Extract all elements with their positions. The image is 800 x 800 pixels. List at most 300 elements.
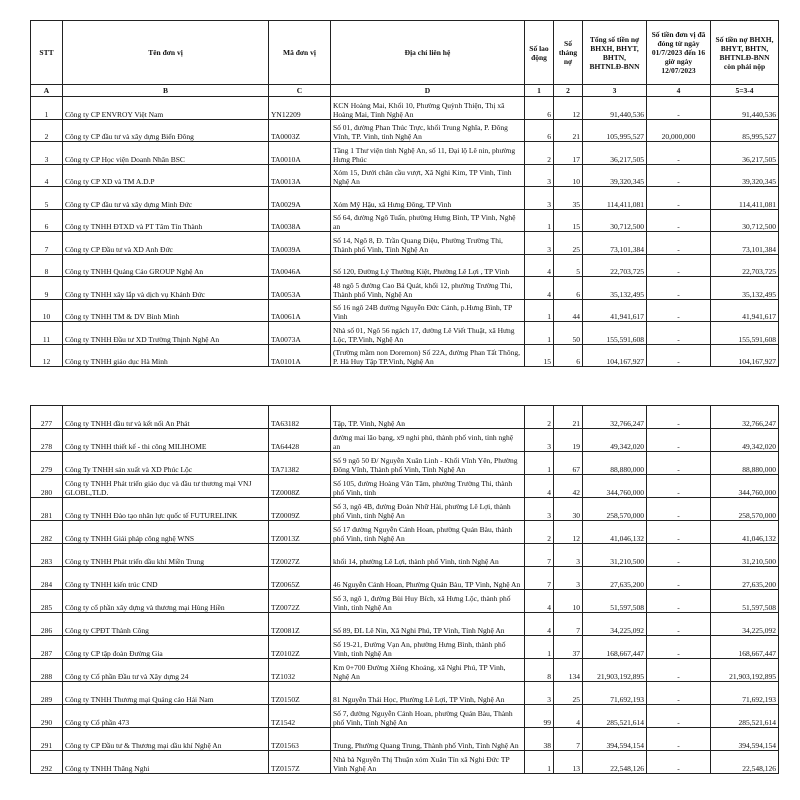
cell-unit-name: Công ty TNHH thiết kế - thi công MILIHOME bbox=[63, 429, 269, 452]
cell-remaining: 73,101,384 bbox=[711, 232, 779, 255]
cell-total-debt: 39,320,345 bbox=[583, 164, 647, 187]
header-stt: STT bbox=[31, 21, 63, 85]
cell-unit-code: TA64428 bbox=[269, 429, 331, 452]
cell-months: 15 bbox=[554, 209, 583, 232]
cell-stt: 292 bbox=[31, 751, 63, 774]
cell-workers: 4 bbox=[525, 475, 554, 498]
cell-paid: - bbox=[647, 429, 711, 452]
cell-remaining: 88,880,000 bbox=[711, 452, 779, 475]
cell-workers: 8 bbox=[525, 659, 554, 682]
cell-months: 19 bbox=[554, 429, 583, 452]
table-row bbox=[31, 705, 779, 728]
cell-remaining: 71,692,193 bbox=[711, 682, 779, 705]
cell-months: 12 bbox=[554, 521, 583, 544]
cell-unit-code: TZ0072Z bbox=[269, 590, 331, 613]
cell-workers: 7 bbox=[525, 544, 554, 567]
cell-months: 25 bbox=[554, 232, 583, 255]
cell-stt: 12 bbox=[31, 344, 63, 367]
cell-months: 3 bbox=[554, 544, 583, 567]
cell-remaining: 41,046,132 bbox=[711, 521, 779, 544]
cell-stt: 279 bbox=[31, 452, 63, 475]
cell-stt: 282 bbox=[31, 521, 63, 544]
cell-stt: 280 bbox=[31, 475, 63, 498]
cell-unit-name: Công ty CP XD và TM A.D.P bbox=[63, 164, 269, 187]
cell-address: 48 ngõ 5 đường Cao Bá Quát, khối 12, phường Trường Thi, Thành phố Vinh, Nghệ An bbox=[331, 277, 525, 300]
cell-total-debt: 32,766,247 bbox=[583, 406, 647, 429]
cell-workers: 4 bbox=[525, 254, 554, 277]
cell-unit-name: Công ty CP đầu tư và xây dựng Biển Đông bbox=[63, 119, 269, 142]
table-row bbox=[31, 544, 779, 567]
cell-unit-name: Công ty TNHH Thăng Nghi bbox=[63, 751, 269, 774]
cell-unit-code: TA0053A bbox=[269, 277, 331, 300]
table-row bbox=[31, 659, 779, 682]
cell-unit-code: TA0046A bbox=[269, 254, 331, 277]
cell-paid: - bbox=[647, 142, 711, 165]
table-row bbox=[31, 209, 779, 232]
letter-cell: 4 bbox=[647, 85, 711, 97]
cell-unit-name: Công ty CP tập đoàn Đường Gia bbox=[63, 636, 269, 659]
cell-remaining: 91,440,536 bbox=[711, 97, 779, 120]
cell-unit-name: Công ty TNHH Đầu tư XD Trường Thịnh Nghệ An bbox=[63, 322, 269, 345]
cell-stt: 284 bbox=[31, 567, 63, 590]
debt-table-top-page bbox=[30, 20, 778, 367]
cell-address: khối 14, phường Lê Lợi, thành phố Vinh, tỉnh Nghệ An bbox=[331, 544, 525, 567]
letter-cell: 5=3-4 bbox=[711, 85, 779, 97]
cell-remaining: 104,167,927 bbox=[711, 344, 779, 367]
letter-cell: 1 bbox=[525, 85, 554, 97]
cell-months: 30 bbox=[554, 498, 583, 521]
cell-address: Số 3, ngõ 4B, đường Đoàn Nhữ Hài, phường Lê Lợi, thành phố Vinh, tỉnh Nghệ An bbox=[331, 498, 525, 521]
cell-paid: - bbox=[647, 636, 711, 659]
cell-unit-name: Công ty TNHH TM & DV Bình Minh bbox=[63, 299, 269, 322]
cell-unit-code: TZ0065Z bbox=[269, 567, 331, 590]
cell-address: đường mai lão bạng, x9 nghi phú, thành phố vinh, tỉnh nghệ an bbox=[331, 429, 525, 452]
cell-stt: 287 bbox=[31, 636, 63, 659]
cell-address: Trung, Phường Quang Trung, Thành phố Vinh, Tỉnh Nghệ An bbox=[331, 728, 525, 751]
cell-workers: 3 bbox=[525, 498, 554, 521]
cell-stt: 4 bbox=[31, 164, 63, 187]
cell-stt: 1 bbox=[31, 97, 63, 120]
cell-unit-code: TA0073A bbox=[269, 322, 331, 345]
cell-address: Nhà số 01, Ngõ 56 ngách 17, đường Lê Viết Thuật, xã Hưng Lộc, TP.Vinh, Nghệ An bbox=[331, 322, 525, 345]
debt-table-top bbox=[30, 20, 779, 367]
cell-unit-name: Công ty TNHH Giải pháp công nghệ WNS bbox=[63, 521, 269, 544]
cell-months: 10 bbox=[554, 590, 583, 613]
cell-unit-name: Công ty CP Đầu tư & Thương mại dầu khí Nghệ An bbox=[63, 728, 269, 751]
cell-unit-code: TZ1542 bbox=[269, 705, 331, 728]
table-row bbox=[31, 344, 779, 367]
cell-total-debt: 168,667,447 bbox=[583, 636, 647, 659]
cell-workers: 1 bbox=[525, 299, 554, 322]
cell-paid: 20,000,000 bbox=[647, 119, 711, 142]
cell-total-debt: 36,217,505 bbox=[583, 142, 647, 165]
header-months: Số tháng nợ bbox=[554, 21, 583, 85]
cell-paid: - bbox=[647, 232, 711, 255]
cell-unit-name: Công ty TNHH Phát triển dầu khí Miền Trung bbox=[63, 544, 269, 567]
cell-stt: 288 bbox=[31, 659, 63, 682]
table-row bbox=[31, 567, 779, 590]
cell-months: 13 bbox=[554, 751, 583, 774]
cell-total-debt: 41,046,132 bbox=[583, 521, 647, 544]
cell-months: 7 bbox=[554, 613, 583, 636]
table-row bbox=[31, 728, 779, 751]
cell-total-debt: 344,760,000 bbox=[583, 475, 647, 498]
cell-remaining: 155,591,608 bbox=[711, 322, 779, 345]
cell-remaining: 168,667,447 bbox=[711, 636, 779, 659]
cell-unit-code: TA0038A bbox=[269, 209, 331, 232]
cell-total-debt: 258,570,000 bbox=[583, 498, 647, 521]
cell-stt: 10 bbox=[31, 299, 63, 322]
cell-address: Số 9 ngõ 50 Đ/ Nguyễn Xuân Linh - Khối Vĩnh Yên, Phường Đông Vĩnh, Thành phố Vinh, Tỉnh Nghệ An bbox=[331, 452, 525, 475]
table-row bbox=[31, 97, 779, 120]
cell-paid: - bbox=[647, 728, 711, 751]
cell-paid: - bbox=[647, 705, 711, 728]
table-row bbox=[31, 498, 779, 521]
cell-paid: - bbox=[647, 544, 711, 567]
cell-months: 25 bbox=[554, 682, 583, 705]
cell-stt: 5 bbox=[31, 187, 63, 210]
cell-address: KCN Hoàng Mai, Khối 10, Phường Quỳnh Thiện, Thị xã Hoàng Mai, Tỉnh Nghệ An bbox=[331, 97, 525, 120]
cell-paid: - bbox=[647, 452, 711, 475]
cell-stt: 289 bbox=[31, 682, 63, 705]
cell-remaining: 258,570,000 bbox=[711, 498, 779, 521]
cell-total-debt: 73,101,384 bbox=[583, 232, 647, 255]
cell-remaining: 31,210,500 bbox=[711, 544, 779, 567]
cell-unit-code: TA63182 bbox=[269, 406, 331, 429]
table-row bbox=[31, 590, 779, 613]
header-name: Tên đơn vị bbox=[63, 21, 269, 85]
cell-unit-code: TZ0013Z bbox=[269, 521, 331, 544]
cell-remaining: 41,941,617 bbox=[711, 299, 779, 322]
cell-stt: 278 bbox=[31, 429, 63, 452]
cell-unit-name: Công ty TNHH ĐTXD và PT Tâm Tín Thành bbox=[63, 209, 269, 232]
header-workers: Số lao động bbox=[525, 21, 554, 85]
cell-stt: 11 bbox=[31, 322, 63, 345]
cell-total-debt: 21,903,192,895 bbox=[583, 659, 647, 682]
cell-stt: 8 bbox=[31, 254, 63, 277]
cell-address: Tầng 1 Thư viện tỉnh Nghệ An, số 11, Đại lộ Lê nin, phường Hưng Phúc bbox=[331, 142, 525, 165]
table-row bbox=[31, 142, 779, 165]
cell-months: 17 bbox=[554, 142, 583, 165]
cell-total-debt: 27,635,200 bbox=[583, 567, 647, 590]
cell-unit-code: TA0039A bbox=[269, 232, 331, 255]
cell-address: Số 120, Đường Lý Thường Kiệt, Phường Lê Lợi , TP Vinh bbox=[331, 254, 525, 277]
header-address: Địa chỉ liên hệ bbox=[331, 21, 525, 85]
page-break-gap bbox=[0, 389, 800, 405]
cell-months: 37 bbox=[554, 636, 583, 659]
cell-total-debt: 105,995,527 bbox=[583, 119, 647, 142]
cell-workers: 1 bbox=[525, 452, 554, 475]
cell-unit-name: Công ty CP Đầu tư và XD Anh Đức bbox=[63, 232, 269, 255]
cell-months: 44 bbox=[554, 299, 583, 322]
cell-unit-name: Công ty cổ phần xây dựng và thương mại Hùng Hiền bbox=[63, 590, 269, 613]
cell-unit-name: Công Ty TNHH sản xuất và XD Phúc Lộc bbox=[63, 452, 269, 475]
cell-paid: - bbox=[647, 659, 711, 682]
cell-workers: 1 bbox=[525, 751, 554, 774]
table-row bbox=[31, 475, 779, 498]
cell-unit-code: TZ1032 bbox=[269, 659, 331, 682]
cell-workers: 38 bbox=[525, 728, 554, 751]
cell-total-debt: 394,594,154 bbox=[583, 728, 647, 751]
cell-address: Số 01, đường Phan Thúc Trực, khối Trung Nghĩa, P. Đông Vĩnh, TP. Vinh, tỉnh Nghệ An bbox=[331, 119, 525, 142]
cell-address: Xóm Mỹ Hậu, xã Hưng Đông, TP Vinh bbox=[331, 187, 525, 210]
cell-paid: - bbox=[647, 299, 711, 322]
cell-stt: 283 bbox=[31, 544, 63, 567]
cell-address: Số 16 ngõ 24B đường Nguyễn Đức Cảnh, p.Hưng Bình, TP Vinh bbox=[331, 299, 525, 322]
cell-months: 35 bbox=[554, 187, 583, 210]
cell-unit-code: TA0061A bbox=[269, 299, 331, 322]
cell-unit-name: Công ty TNHH giáo dục Hà Minh bbox=[63, 344, 269, 367]
cell-unit-code: TA0013A bbox=[269, 164, 331, 187]
cell-paid: - bbox=[647, 97, 711, 120]
cell-stt: 3 bbox=[31, 142, 63, 165]
cell-unit-code: TZ0081Z bbox=[269, 613, 331, 636]
table-row bbox=[31, 429, 779, 452]
cell-unit-code: TA71382 bbox=[269, 452, 331, 475]
letter-cell: 2 bbox=[554, 85, 583, 97]
cell-months: 21 bbox=[554, 406, 583, 429]
cell-total-debt: 22,548,126 bbox=[583, 751, 647, 774]
cell-total-debt: 88,880,000 bbox=[583, 452, 647, 475]
cell-address: Số 89, ĐL Lê Nin, Xã Nghi Phú, TP Vinh, Tỉnh Nghệ An bbox=[331, 613, 525, 636]
cell-unit-code: TZ0150Z bbox=[269, 682, 331, 705]
cell-unit-code: YN12209 bbox=[269, 97, 331, 120]
cell-unit-name: Công ty TNHH Phát triển giáo dục và đầu tư thương mại VNJ GLOBL,TLD. bbox=[63, 475, 269, 498]
cell-months: 42 bbox=[554, 475, 583, 498]
header-remaining: Số tiền nợ BHXH, BHYT, BHTN, BHTNLĐ-BNN còn phải nộp bbox=[711, 21, 779, 85]
letter-cell: B bbox=[63, 85, 269, 97]
cell-paid: - bbox=[647, 164, 711, 187]
cell-address: 81 Nguyễn Thái Học, Phường Lê Lợi, TP Vinh, Nghệ An bbox=[331, 682, 525, 705]
header-paid: Số tiền đơn vị đã đóng từ ngày 01/7/2023 đến 16 giờ ngày 12/07/2023 bbox=[647, 21, 711, 85]
cell-unit-name: Công ty CP Học viện Doanh Nhân BSC bbox=[63, 142, 269, 165]
cell-months: 7 bbox=[554, 728, 583, 751]
cell-months: 67 bbox=[554, 452, 583, 475]
cell-paid: - bbox=[647, 187, 711, 210]
cell-workers: 3 bbox=[525, 232, 554, 255]
cell-paid: - bbox=[647, 613, 711, 636]
table-row bbox=[31, 164, 779, 187]
cell-months: 10 bbox=[554, 164, 583, 187]
cell-address: (Trường mầm non Doremon) Số 22A, đường Phan Tất Thông, P. Hà Huy Tập TP.Vinh, Nghệ An bbox=[331, 344, 525, 367]
cell-remaining: 49,342,020 bbox=[711, 429, 779, 452]
cell-unit-name: Công ty TNHH Thương mại Quảng cáo Hải Nam bbox=[63, 682, 269, 705]
cell-workers: 3 bbox=[525, 429, 554, 452]
table-row bbox=[31, 187, 779, 210]
cell-unit-code: TA0010A bbox=[269, 142, 331, 165]
cell-remaining: 344,760,000 bbox=[711, 475, 779, 498]
cell-workers: 3 bbox=[525, 682, 554, 705]
letter-cell: 3 bbox=[583, 85, 647, 97]
cell-workers: 15 bbox=[525, 344, 554, 367]
table-row bbox=[31, 682, 779, 705]
table-row bbox=[31, 521, 779, 544]
table-row bbox=[31, 299, 779, 322]
header-code: Mã đơn vị bbox=[269, 21, 331, 85]
table-row bbox=[31, 232, 779, 255]
cell-address: Km 0+700 Đường Xiêng Khoảng, xã Nghi Phú, TP Vinh, Nghệ An bbox=[331, 659, 525, 682]
cell-remaining: 394,594,154 bbox=[711, 728, 779, 751]
debt-table-bottom bbox=[30, 405, 779, 774]
cell-months: 4 bbox=[554, 705, 583, 728]
cell-unit-code: TA0101A bbox=[269, 344, 331, 367]
cell-address: 46 Nguyễn Cảnh Hoan, Phường Quán Bàu, TP Vinh, Nghệ An bbox=[331, 567, 525, 590]
cell-total-debt: 22,703,725 bbox=[583, 254, 647, 277]
cell-remaining: 22,548,126 bbox=[711, 751, 779, 774]
cell-unit-code: TZ01563 bbox=[269, 728, 331, 751]
cell-months: 12 bbox=[554, 97, 583, 120]
cell-paid: - bbox=[647, 521, 711, 544]
cell-unit-name: Công ty TNHH xây lắp và dịch vụ Khánh Đức bbox=[63, 277, 269, 300]
cell-unit-name: Công ty CP ENVROY Việt Nam bbox=[63, 97, 269, 120]
cell-remaining: 35,132,495 bbox=[711, 277, 779, 300]
cell-unit-name: Công ty CP đầu tư và xây dựng Minh Đức bbox=[63, 187, 269, 210]
cell-unit-name: Công ty TNHH Đào tạo nhân lực quốc tế FUTURELINK bbox=[63, 498, 269, 521]
cell-remaining: 39,320,345 bbox=[711, 164, 779, 187]
cell-address: Số 105, đường Hoàng Văn Tâm, phường Trường Thi, thành phố Vinh, tỉnh bbox=[331, 475, 525, 498]
letter-cell: D bbox=[331, 85, 525, 97]
cell-paid: - bbox=[647, 344, 711, 367]
cell-total-debt: 155,591,608 bbox=[583, 322, 647, 345]
cell-stt: 9 bbox=[31, 277, 63, 300]
cell-workers: 1 bbox=[525, 636, 554, 659]
cell-unit-name: Công ty TNHH kiến trúc CND bbox=[63, 567, 269, 590]
cell-unit-code: TA0003Z bbox=[269, 119, 331, 142]
cell-total-debt: 35,132,495 bbox=[583, 277, 647, 300]
cell-workers: 2 bbox=[525, 521, 554, 544]
cell-remaining: 51,597,508 bbox=[711, 590, 779, 613]
cell-paid: - bbox=[647, 322, 711, 345]
cell-remaining: 36,217,505 bbox=[711, 142, 779, 165]
cell-total-debt: 41,941,617 bbox=[583, 299, 647, 322]
cell-paid: - bbox=[647, 751, 711, 774]
cell-remaining: 22,703,725 bbox=[711, 254, 779, 277]
cell-address: Tập, TP. Vinh, Nghệ An bbox=[331, 406, 525, 429]
cell-address: Số 17 đường Nguyễn Cảnh Hoan, phường Quán Bàu, thành phố Vinh, tỉnh Nghệ An bbox=[331, 521, 525, 544]
cell-remaining: 30,712,500 bbox=[711, 209, 779, 232]
cell-address: Số 64, đường Ngô Tuấn, phường Hưng Bình, TP Vinh, Nghệ an bbox=[331, 209, 525, 232]
cell-total-debt: 31,210,500 bbox=[583, 544, 647, 567]
cell-stt: 291 bbox=[31, 728, 63, 751]
cell-unit-name: Công ty CPĐT Thành Công bbox=[63, 613, 269, 636]
cell-months: 6 bbox=[554, 344, 583, 367]
cell-workers: 4 bbox=[525, 613, 554, 636]
table-row bbox=[31, 613, 779, 636]
cell-stt: 281 bbox=[31, 498, 63, 521]
cell-stt: 290 bbox=[31, 705, 63, 728]
table-row bbox=[31, 636, 779, 659]
cell-paid: - bbox=[647, 254, 711, 277]
cell-months: 5 bbox=[554, 254, 583, 277]
cell-workers: 6 bbox=[525, 119, 554, 142]
cell-total-debt: 30,712,500 bbox=[583, 209, 647, 232]
cell-workers: 1 bbox=[525, 209, 554, 232]
cell-remaining: 32,766,247 bbox=[711, 406, 779, 429]
table-row bbox=[31, 322, 779, 345]
cell-workers: 3 bbox=[525, 164, 554, 187]
cell-months: 3 bbox=[554, 567, 583, 590]
table-row bbox=[31, 254, 779, 277]
cell-unit-code: TZ0102Z bbox=[269, 636, 331, 659]
letter-cell: C bbox=[269, 85, 331, 97]
cell-address: Số 7, đường Nguyễn Cảnh Hoan, phường Quán Bàu, Thành phố Vinh, Tỉnh Nghệ An bbox=[331, 705, 525, 728]
cell-total-debt: 34,225,092 bbox=[583, 613, 647, 636]
table-row bbox=[31, 119, 779, 142]
cell-total-debt: 285,521,614 bbox=[583, 705, 647, 728]
cell-remaining: 34,225,092 bbox=[711, 613, 779, 636]
cell-address: Nhà bà Nguyễn Thị Thuận xóm Xuân Tín xã Nghi Đức TP Vinh Nghệ An bbox=[331, 751, 525, 774]
cell-stt: 7 bbox=[31, 232, 63, 255]
cell-stt: 277 bbox=[31, 406, 63, 429]
cell-unit-code: TZ0157Z bbox=[269, 751, 331, 774]
cell-workers: 2 bbox=[525, 406, 554, 429]
cell-unit-name: Công ty Cổ phần Đầu tư và Xây dựng 24 bbox=[63, 659, 269, 682]
cell-stt: 286 bbox=[31, 613, 63, 636]
cell-stt: 2 bbox=[31, 119, 63, 142]
cell-address: Xóm 15, Dưới chân cầu vượt, Xã Nghi Kim, TP Vinh, Tỉnh Nghệ An bbox=[331, 164, 525, 187]
cell-unit-code: TZ0008Z bbox=[269, 475, 331, 498]
table-row bbox=[31, 452, 779, 475]
column-letter-row bbox=[31, 85, 779, 97]
cell-total-debt: 71,692,193 bbox=[583, 682, 647, 705]
cell-workers: 1 bbox=[525, 322, 554, 345]
cell-workers: 4 bbox=[525, 277, 554, 300]
cell-workers: 4 bbox=[525, 590, 554, 613]
cell-unit-code: TZ0009Z bbox=[269, 498, 331, 521]
cell-paid: - bbox=[647, 682, 711, 705]
cell-unit-name: Công ty TNHH Quảng Cáo GROUP Nghệ An bbox=[63, 254, 269, 277]
cell-unit-name: Công ty TNHH đầu tư và kết nối An Phát bbox=[63, 406, 269, 429]
debt-table-bottom-page bbox=[30, 405, 778, 774]
cell-unit-name: Công ty Cổ phần 473 bbox=[63, 705, 269, 728]
cell-paid: - bbox=[647, 567, 711, 590]
cell-paid: - bbox=[647, 475, 711, 498]
cell-workers: 3 bbox=[525, 187, 554, 210]
cell-total-debt: 91,440,536 bbox=[583, 97, 647, 120]
cell-paid: - bbox=[647, 277, 711, 300]
cell-address: Số 3, ngõ 1, đường Bùi Huy Bích, xã Hưng Lộc, thành phố Vinh, tỉnh Nghệ An bbox=[331, 590, 525, 613]
cell-workers: 2 bbox=[525, 142, 554, 165]
cell-remaining: 27,635,200 bbox=[711, 567, 779, 590]
cell-total-debt: 49,342,020 bbox=[583, 429, 647, 452]
table-row bbox=[31, 277, 779, 300]
cell-remaining: 85,995,527 bbox=[711, 119, 779, 142]
cell-remaining: 285,521,614 bbox=[711, 705, 779, 728]
cell-unit-code: TZ0027Z bbox=[269, 544, 331, 567]
table-row bbox=[31, 751, 779, 774]
cell-total-debt: 104,167,927 bbox=[583, 344, 647, 367]
cell-stt: 285 bbox=[31, 590, 63, 613]
cell-paid: - bbox=[647, 209, 711, 232]
table-header-row bbox=[31, 21, 779, 85]
header-total: Tổng số tiền nợ BHXH, BHYT, BHTN, BHTNLĐ-BNN bbox=[583, 21, 647, 85]
cell-paid: - bbox=[647, 406, 711, 429]
cell-workers: 7 bbox=[525, 567, 554, 590]
cell-months: 6 bbox=[554, 277, 583, 300]
cell-months: 134 bbox=[554, 659, 583, 682]
cell-workers: 6 bbox=[525, 97, 554, 120]
cell-stt: 6 bbox=[31, 209, 63, 232]
cell-months: 50 bbox=[554, 322, 583, 345]
cell-unit-code: TA0029A bbox=[269, 187, 331, 210]
letter-cell: A bbox=[31, 85, 63, 97]
cell-remaining: 114,411,081 bbox=[711, 187, 779, 210]
cell-paid: - bbox=[647, 498, 711, 521]
cell-paid: - bbox=[647, 590, 711, 613]
cell-remaining: 21,903,192,895 bbox=[711, 659, 779, 682]
cell-months: 21 bbox=[554, 119, 583, 142]
cell-address: Số 19-21, Đường Vạn An, phường Hưng Bình, thành phố Vinh, tỉnh Nghệ An bbox=[331, 636, 525, 659]
